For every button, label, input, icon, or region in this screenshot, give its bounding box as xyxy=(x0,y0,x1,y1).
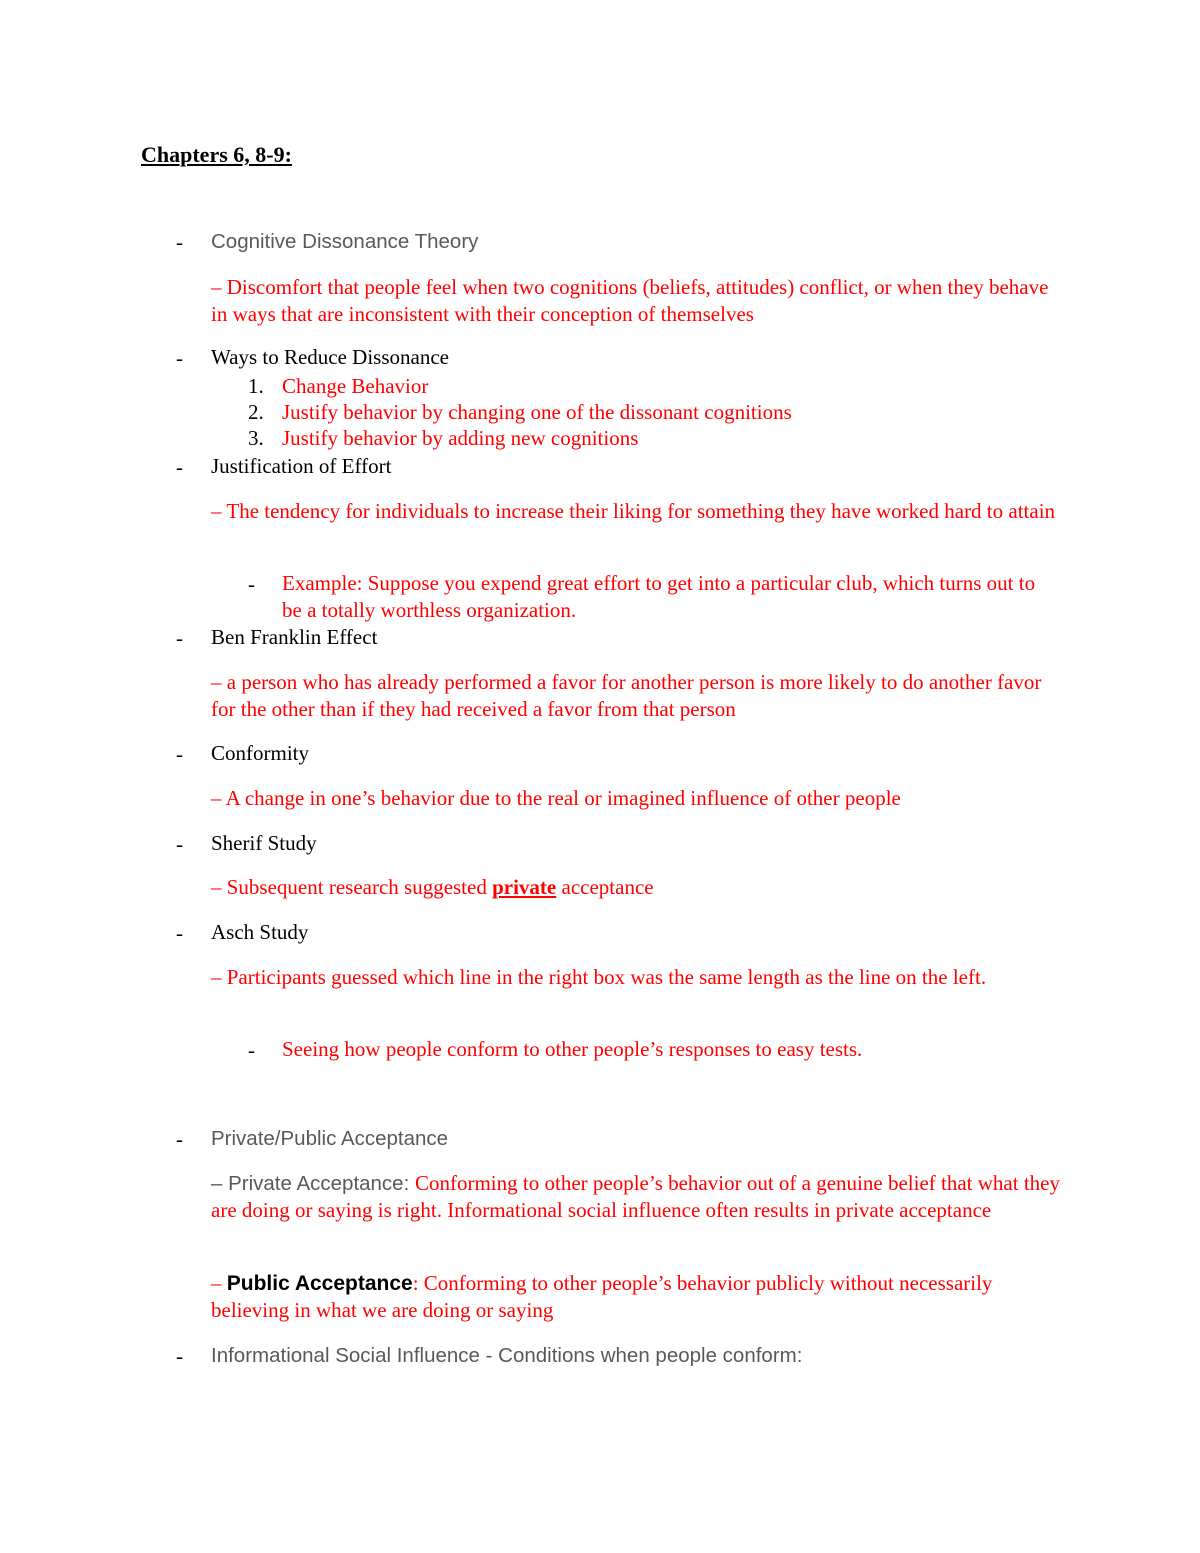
definition-asch: – Participants guessed which line in the right box was the same length as the line on the left. xyxy=(211,965,987,989)
bullet-dash: - xyxy=(176,230,183,254)
term-ben-franklin: Ben Franklin Effect xyxy=(211,625,378,649)
definition-text: – Subsequent research suggested xyxy=(211,875,493,899)
term-justification-effort: Justification of Effort xyxy=(211,454,392,478)
private-acceptance-text: Conforming to other people’s behavior out of a genuine belief that what they are doing or saying is right. Informational social influence often results in private acceptance xyxy=(211,1171,1060,1222)
definition-cognitive-dissonance: – Discomfort that people feel when two cognitions (beliefs, attitudes) conflict, or when they behave in ways that are inconsistent with their conception of themselves xyxy=(211,275,1049,326)
bullet-dash: - xyxy=(176,455,183,479)
emphasis-private: private xyxy=(492,875,557,899)
example-justification-effort: Example: Suppose you expend great effort to get into a particular club, which turns out to be a totally worthless organization. xyxy=(282,571,1036,622)
definition-justification-effort: – The tendency for individuals to increase their liking for something they have worked hard to attain xyxy=(211,499,1056,523)
definition-ben-franklin: – a person who has already performed a favor for another person is more likely to do another favor for the other than if they had received a favor from that person xyxy=(211,670,1042,721)
list-number: 2. xyxy=(248,400,264,424)
list-item: Justify behavior by changing one of the dissonant cognitions xyxy=(282,400,792,424)
page-title: Chapters 6, 8-9: xyxy=(141,142,292,167)
definition-text: acceptance xyxy=(556,875,654,899)
private-acceptance-label: – Private Acceptance: xyxy=(211,1172,415,1195)
term-private-public: Private/Public Acceptance xyxy=(211,1127,449,1150)
bullet-dash: - xyxy=(176,742,183,766)
definition-private-acceptance xyxy=(211,1170,1061,1224)
term-sherif: Sherif Study xyxy=(211,831,317,855)
bullet-dash: - xyxy=(176,921,183,945)
definition-conformity: – A change in one’s behavior due to the real or imagined influence of other people xyxy=(211,786,901,810)
sub-bullet-dash: - xyxy=(248,572,255,596)
public-acceptance-label: Public Acceptance xyxy=(226,1272,413,1295)
term-conformity: Conformity xyxy=(211,741,309,765)
term-reduce-dissonance: Ways to Reduce Dissonance xyxy=(211,345,449,369)
bullet-dash: - xyxy=(176,1344,183,1368)
bullet-dash: - xyxy=(176,626,183,650)
list-item: Justify behavior by adding new cognitions xyxy=(282,426,639,450)
term-cognitive-dissonance: Cognitive Dissonance Theory xyxy=(211,230,479,253)
term-informational-influence: Informational Social Influence - Conditions when people conform: xyxy=(211,1344,803,1367)
note-asch: Seeing how people conform to other people’s responses to easy tests. xyxy=(282,1037,863,1061)
definition-public-acceptance xyxy=(211,1270,1061,1324)
bullet-dash: - xyxy=(176,346,183,370)
list-number: 3. xyxy=(248,426,264,450)
bullet-dash: - xyxy=(176,832,183,856)
definition-sherif xyxy=(211,874,1061,901)
bullet-dash: - xyxy=(176,1127,183,1151)
sub-bullet-dash: - xyxy=(248,1038,255,1062)
public-acceptance-text: : Conforming to other people’s behavior publicly without necessarily believing in what we are doing or saying xyxy=(211,1271,993,1322)
list-number: 1. xyxy=(248,374,264,398)
list-item: Change Behavior xyxy=(282,374,429,398)
term-asch: Asch Study xyxy=(211,920,309,944)
public-acceptance-dash: – xyxy=(211,1271,227,1295)
